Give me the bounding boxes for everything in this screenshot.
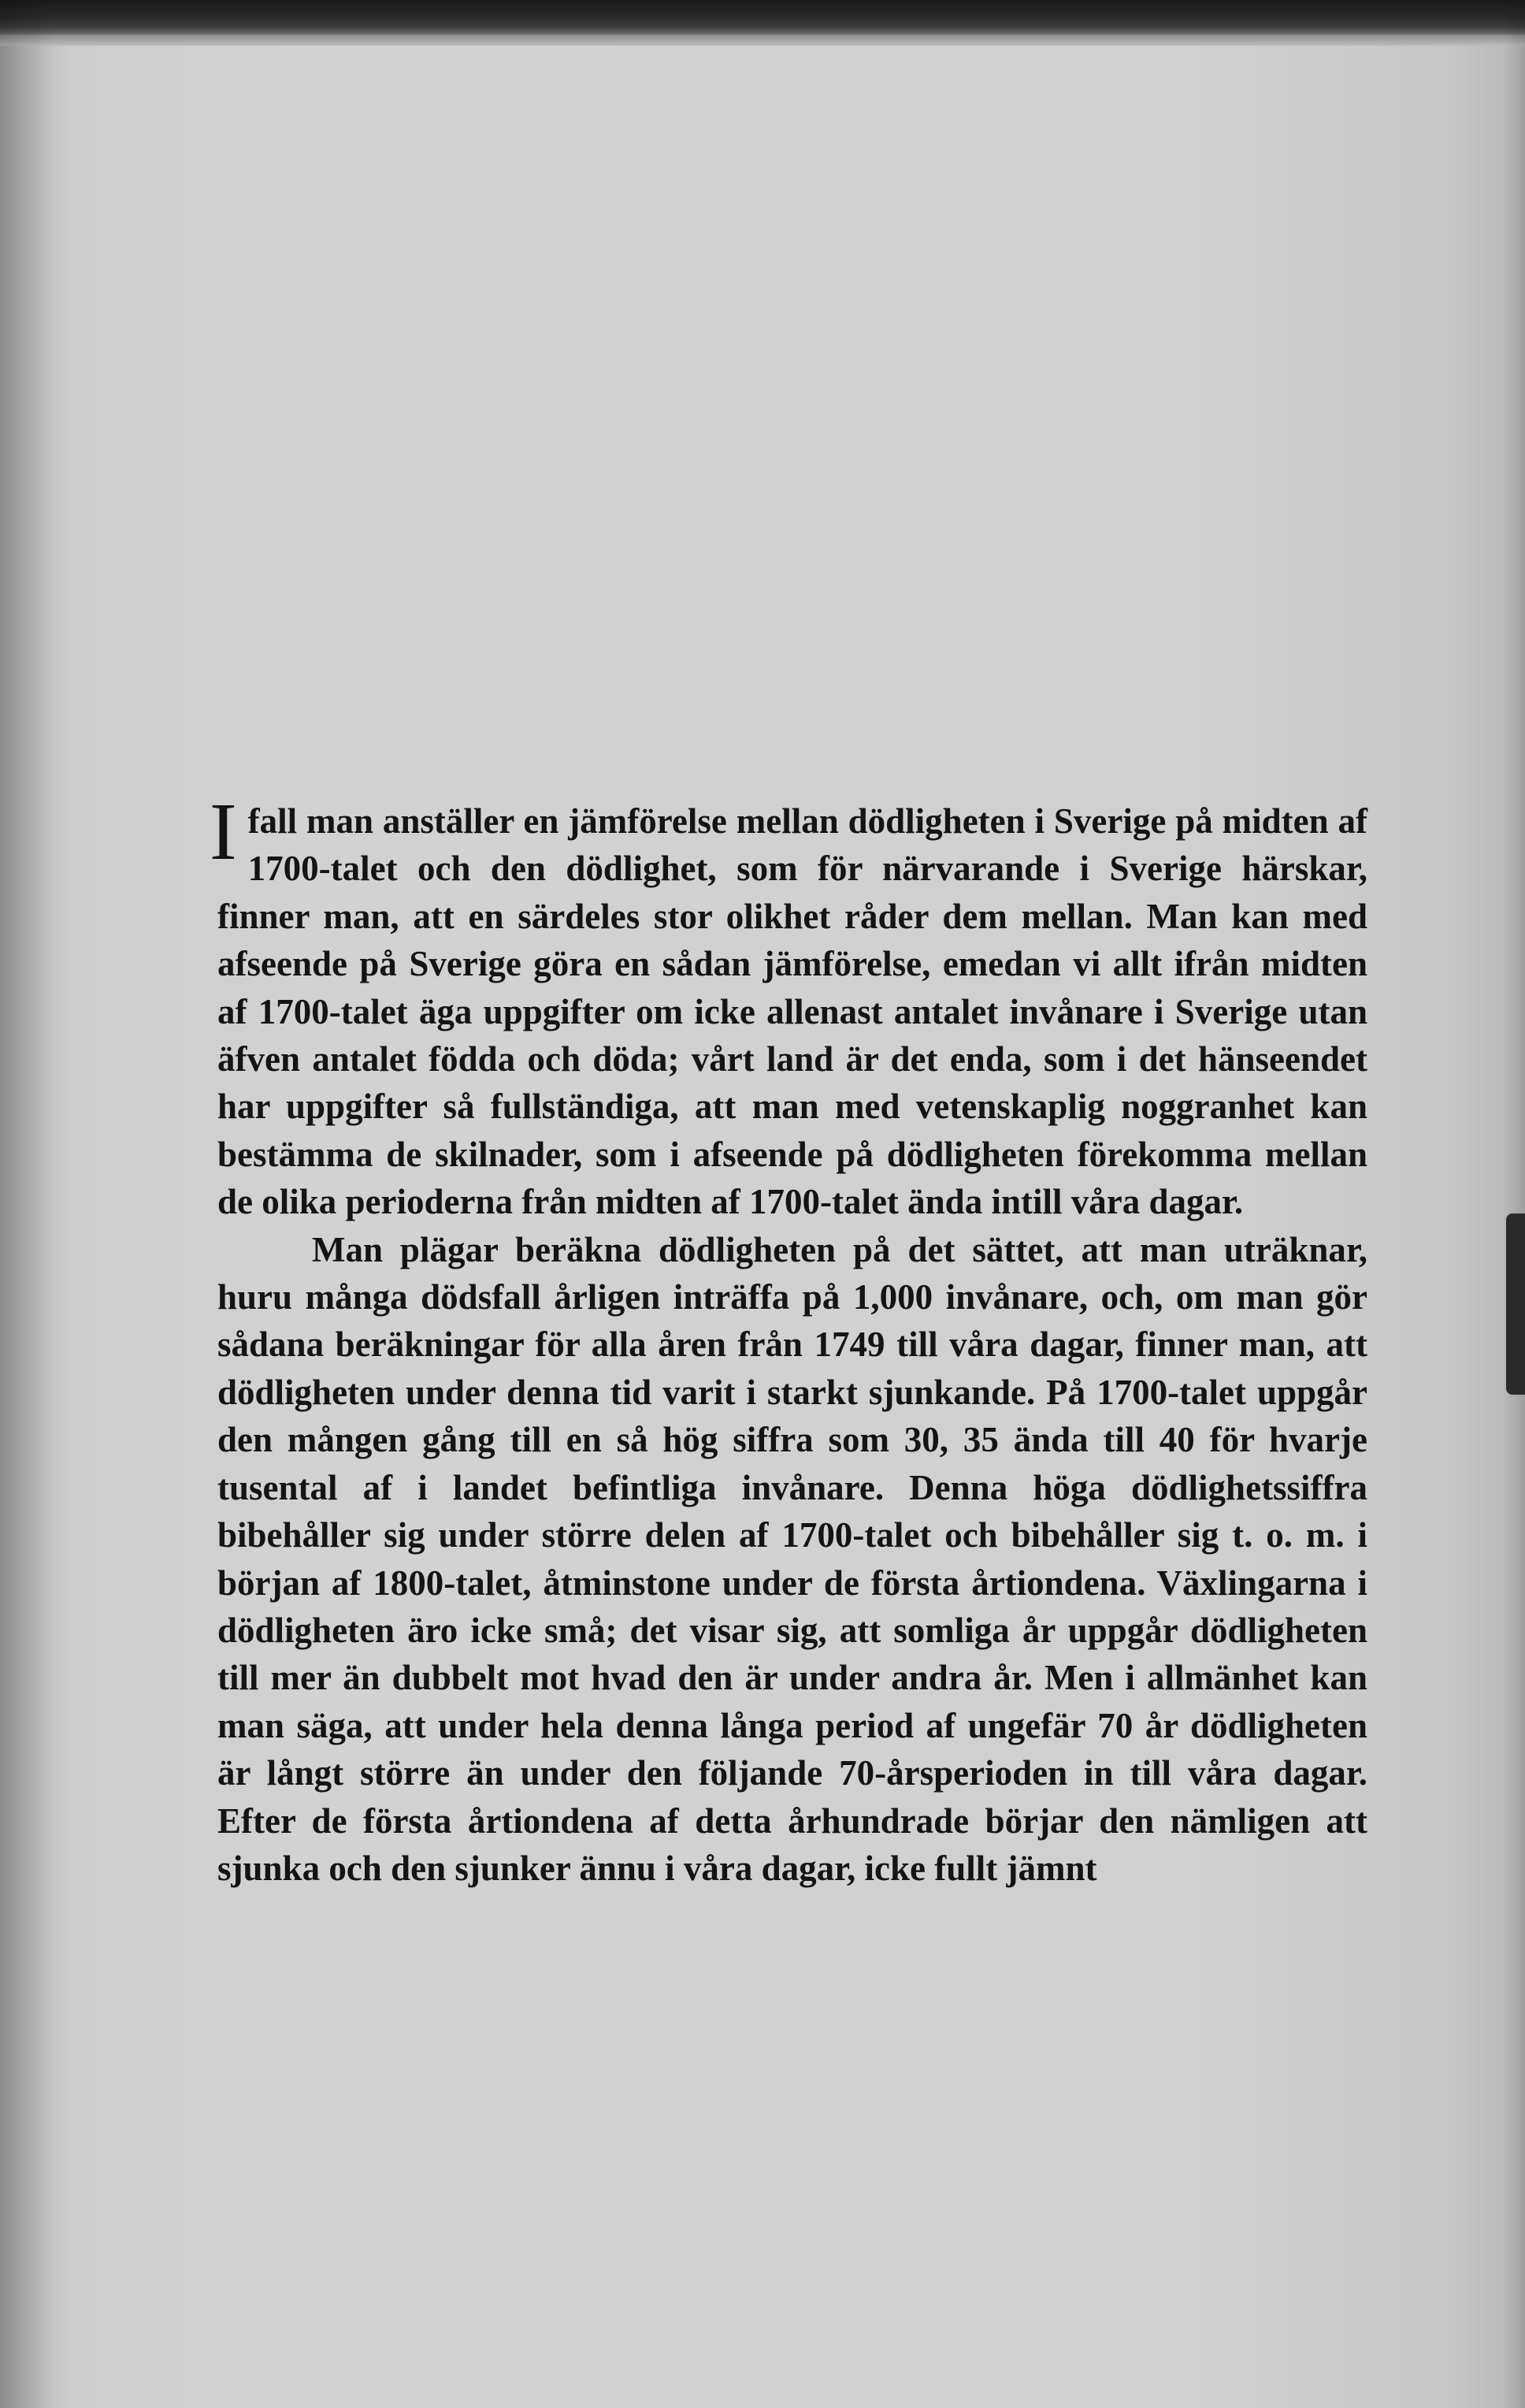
right-edge-shadow [1503, 0, 1525, 2408]
paragraph-2 [217, 1226, 1367, 1893]
binding-shadow [0, 0, 55, 2408]
paragraph-1-text: fall man anställer en jämförelse mellan dödligheten i Sverige på midten af 1700-talet och den dödlighet, som för närvarande i Sverige härskar, finner man, att en särdeles stor olikhet råder dem mellan. Man kan med afseende på Sverige göra en sådan jämförelse, emedan vi allt ifrån midten af 1700-talet äga uppgifter om icke allenast antalet invånare i Sverige utan äfven antalet födda och döda; vårt land är det enda, som i det hänseendet har uppgifter så fullständiga, att man med vetenskaplig noggranhet kan bestämma de skilnader, som i afseende på dödligheten förekomma mellan de olika perioderna från midten af 1700-talet ända intill våra dagar. [217, 801, 1367, 1222]
page-top-edge [0, 0, 1525, 35]
paragraph-2-text: Man plägar beräkna dödligheten på det sättet, att man uträknar, huru många dödsfall årligen inträffa på 1,000 invånare, och, om man gör sådana beräkningar för alla åren från 1749 till våra dagar, finner man, att dödligheten under denna tid varit i starkt sjunkande. På 1700-talet uppgår den mången gång till en så hög siffra som 30, 35 ända till 40 för hvarje tusental af i landet befintliga invånare. Denna höga dödlighetssiffra bibehåller sig under större delen af 1700-talet och bibehåller sig t. o. m. i början af 1800-talet, åtminstone under de första årtiondena. Växlingarna i dödligheten äro icke små; det visar sig, att somliga år uppgår dödligheten till mer än dubbelt mot hvad den är under andra år. Men i allmänhet kan man säga, att under hela denna långa period af ungefär 70 år dödligheten är långt större än under den följande 70-årsperioden in till våra dagar. Efter de första årtiondena af detta århundrade börjar den nämligen att sjunka och den sjunker ännu i våra dagar, icke fullt jämnt [217, 1229, 1367, 1888]
paragraph-1 [210, 786, 1367, 1226]
page-clip [1506, 1213, 1525, 1395]
page-top-edge-highlight [0, 35, 1525, 46]
body-text [210, 786, 1367, 1892]
drop-cap: I [210, 786, 237, 877]
